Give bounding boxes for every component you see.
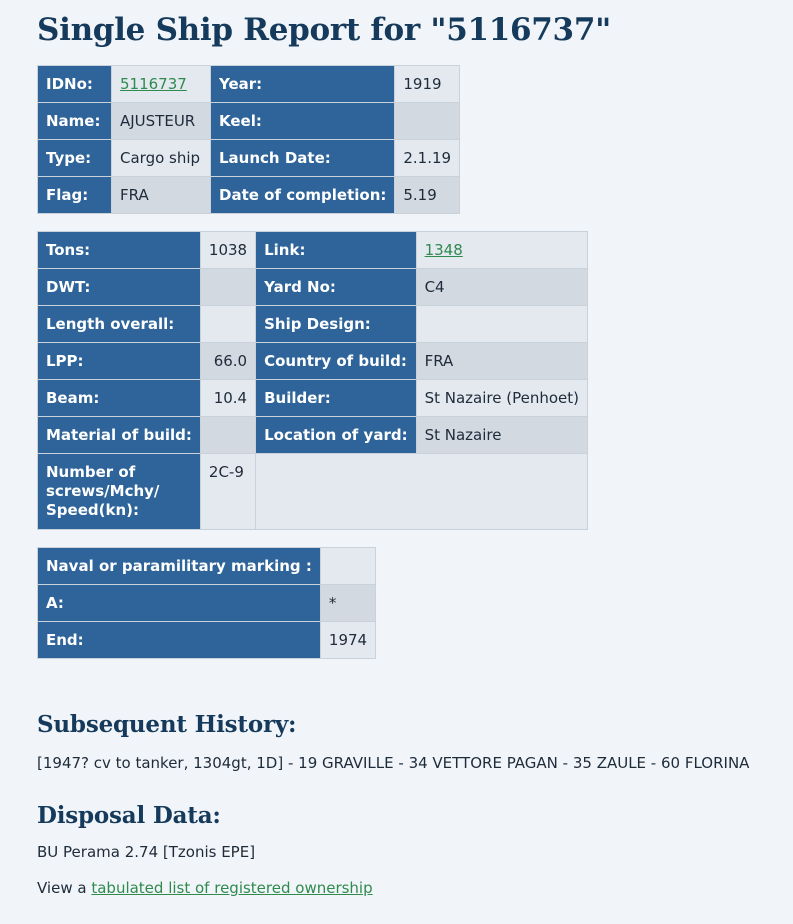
flag-value: FRA — [112, 177, 211, 214]
ownership-link[interactable]: tabulated list of registered ownership — [91, 879, 373, 897]
table-row — [38, 585, 376, 622]
general-info-table — [37, 65, 460, 214]
builder-value: St Nazaire (Penhoet) — [416, 380, 587, 417]
naval-marking-label: Naval or paramilitary marking : — [38, 548, 321, 585]
tons-value: 1038 — [200, 232, 255, 269]
idno-link[interactable]: 5116737 — [120, 75, 187, 93]
material-label: Material of build: — [38, 417, 201, 454]
ship-design-value — [416, 306, 587, 343]
keel-value — [395, 103, 460, 140]
length-overall-label: Length overall: — [38, 306, 201, 343]
beam-value: 10.4 — [200, 380, 255, 417]
lpp-label: LPP: — [38, 343, 201, 380]
completion-date-value: 5.19 — [395, 177, 460, 214]
completion-date-label: Date of completion: — [211, 177, 395, 214]
subsequent-history-text: [1947? cv to tanker, 1304gt, 1D] - 19 GRAVILLE - 34 VETTORE PAGAN - 35 ZAULE - 60 FLORINA — [37, 754, 750, 772]
keel-label: Keel: — [211, 103, 395, 140]
type-label: Type: — [38, 140, 112, 177]
country-of-build-value: FRA — [416, 343, 587, 380]
beam-label: Beam: — [38, 380, 201, 417]
screws-label — [38, 454, 201, 530]
end-label: End: — [38, 622, 321, 659]
lpp-value: 66.0 — [200, 343, 255, 380]
name-label: Name: — [38, 103, 112, 140]
location-of-yard-label: Location of yard: — [256, 417, 416, 454]
table-row — [38, 177, 460, 214]
table-row — [38, 343, 588, 380]
screws-label-line-1: Number of — [46, 463, 136, 481]
table-row — [38, 306, 588, 343]
type-value: Cargo ship — [112, 140, 211, 177]
launch-date-value: 2.1.19 — [395, 140, 460, 177]
screws-label-line-2: screws/Mchy/ — [46, 482, 160, 500]
link-cell — [416, 232, 587, 269]
subsequent-history-heading: Subsequent History: — [37, 711, 297, 738]
name-value: AJUSTEUR — [112, 103, 211, 140]
disposal-data-heading: Disposal Data: — [37, 802, 221, 829]
end-value: 1974 — [320, 622, 375, 659]
ship-design-label: Ship Design: — [256, 306, 416, 343]
a-value: * — [320, 585, 375, 622]
table-row — [38, 66, 460, 103]
ownership-line — [37, 879, 793, 897]
table-row — [38, 103, 460, 140]
idno-cell — [112, 66, 211, 103]
tons-label: Tons: — [38, 232, 201, 269]
yard-no-label: Yard No: — [256, 269, 416, 306]
table-row — [38, 454, 588, 530]
yard-no-value: C4 — [416, 269, 587, 306]
page-title: Single Ship Report for "5116737" — [37, 12, 611, 48]
naval-table — [37, 547, 376, 659]
year-value: 1919 — [395, 66, 460, 103]
material-value — [200, 417, 255, 454]
launch-date-label: Launch Date: — [211, 140, 395, 177]
empty-cell — [256, 454, 588, 530]
table-row — [38, 622, 376, 659]
year-label: Year: — [211, 66, 395, 103]
idno-label: IDNo: — [38, 66, 112, 103]
table-row — [38, 232, 588, 269]
builder-label: Builder: — [256, 380, 416, 417]
table-row — [38, 380, 588, 417]
location-of-yard-value: St Nazaire — [416, 417, 587, 454]
link-label: Link: — [256, 232, 416, 269]
ownership-prefix: View a — [37, 879, 87, 897]
flag-label: Flag: — [38, 177, 112, 214]
link-value-link[interactable]: 1348 — [424, 241, 463, 259]
length-overall-value — [200, 306, 255, 343]
screws-label-line-3: Speed(kn): — [46, 501, 139, 519]
dwt-value — [200, 269, 255, 306]
disposal-data-text: BU Perama 2.74 [Tzonis EPE] — [37, 843, 256, 861]
a-label: A: — [38, 585, 321, 622]
table-row — [38, 140, 460, 177]
screws-value: 2C-9 — [200, 454, 255, 530]
table-row — [38, 269, 588, 306]
dwt-label: DWT: — [38, 269, 201, 306]
specs-table — [37, 231, 588, 530]
country-of-build-label: Country of build: — [256, 343, 416, 380]
table-row — [38, 417, 588, 454]
naval-marking-value — [320, 548, 375, 585]
table-row — [38, 548, 376, 585]
